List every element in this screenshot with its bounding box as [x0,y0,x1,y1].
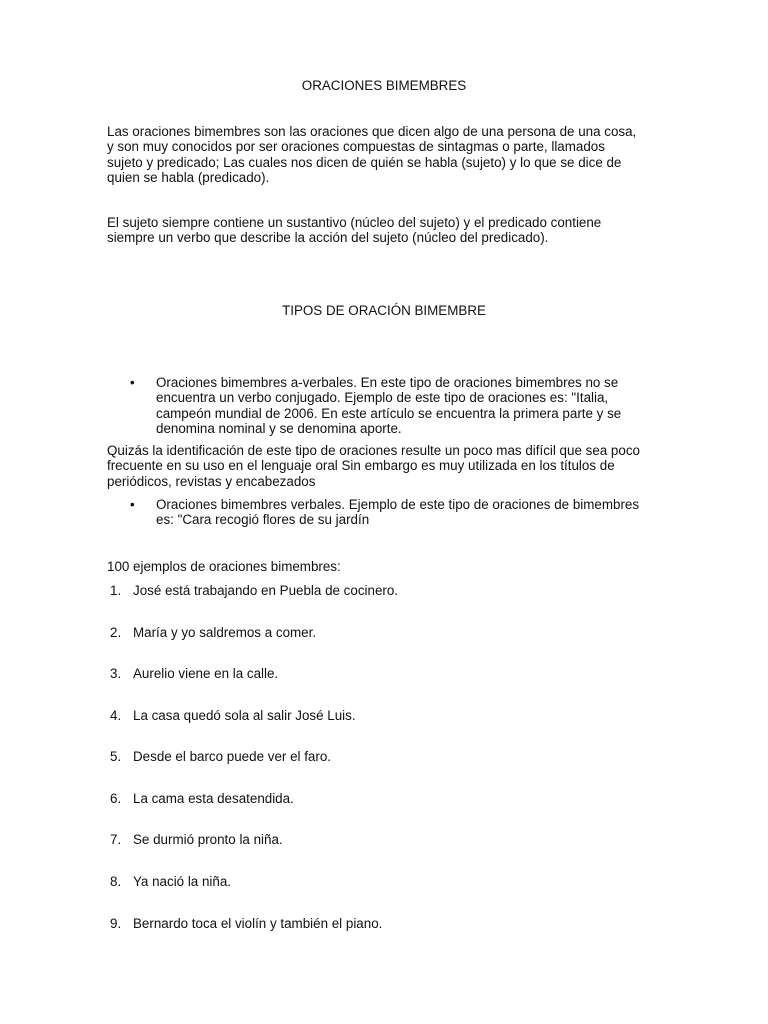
document-title: ORACIONES BIMEMBRES [301,78,467,93]
list-item-text: Ya nació la niña. [133,874,232,889]
list-item-text: La cama esta desatendida. [133,791,294,806]
list-item-number: 8. [110,874,122,889]
list-item-number: 7. [110,832,122,847]
list-item-text: Se durmió pronto la niña. [133,832,283,847]
bullet-text: Oraciones bimembres a-verbales. En este tipo de oraciones bimembres no se encuentra un verbo conjugado. Ejemplo de este tipo de oraciones es: "Italia, campeón mundial de 2006. En este artículo se encuentra la primera parte y se denomina nominal y se denomina aporte. [156,375,622,437]
list-item [110,708,670,723]
section-title: TIPOS DE ORACIÓN BIMEMBRE [282,303,486,318]
intro-paragraph: Las oraciones bimembres son las oraciones que dicen algo de una persona de una cosa, y son muy conocidos por ser oraciones compuestas de sintagmas o parte, llamados sujeto y predicado; Las cuales nos dicen de quién se habla (sujeto) y lo que se dice de quien se habla (predicado). [107,124,637,186]
list-item [110,874,670,889]
list-item [110,916,670,931]
list-item-text: La casa quedó sola al salir José Luis. [133,708,356,723]
list-item [110,749,670,764]
list-item [110,832,670,847]
list-item-text: Aurelio viene en la calle. [133,666,279,681]
list-item-number: 9. [110,916,122,931]
list-item-number: 3. [110,666,122,681]
list-item-number: 6. [110,791,122,806]
list-item-text: Desde el barco puede ver el faro. [133,749,332,764]
list-item-number: 5. [110,749,122,764]
bullet-text: Oraciones bimembres verbales. Ejemplo de este tipo de oraciones de bimembres es: "Cara recogió flores de su jardín [156,497,640,528]
identification-paragraph: Quizás la identificación de este tipo de oraciones resulte un poco mas difícil que sea poco frecuente en su uso en el lenguaje oral Sin embargo es muy utilizada en los títulos de periódicos, revistas y encabezados [107,443,640,489]
list-item-number: 2. [110,625,122,640]
list-item-text: Bernardo toca el violín y también el piano. [133,916,383,931]
list-item [110,791,670,806]
examples-intro: 100 ejemplos de oraciones bimembres: [107,559,341,574]
list-item-number: 4. [110,708,122,723]
subject-predicate-paragraph: El sujeto siempre contiene un sustantivo (núcleo del sujeto) y el predicado contiene siempre un verbo que describe la acción del sujeto (núcleo del predicado). [107,215,602,246]
bullet-icon: • [130,375,135,390]
list-item-number: 1. [110,583,122,598]
list-item [110,583,670,598]
bullet-icon: • [130,497,135,512]
list-item-text: María y yo saldremos a comer. [133,625,317,640]
list-item [110,625,670,640]
list-item-text: José está trabajando en Puebla de cocinero. [133,583,399,598]
list-item [110,666,670,681]
